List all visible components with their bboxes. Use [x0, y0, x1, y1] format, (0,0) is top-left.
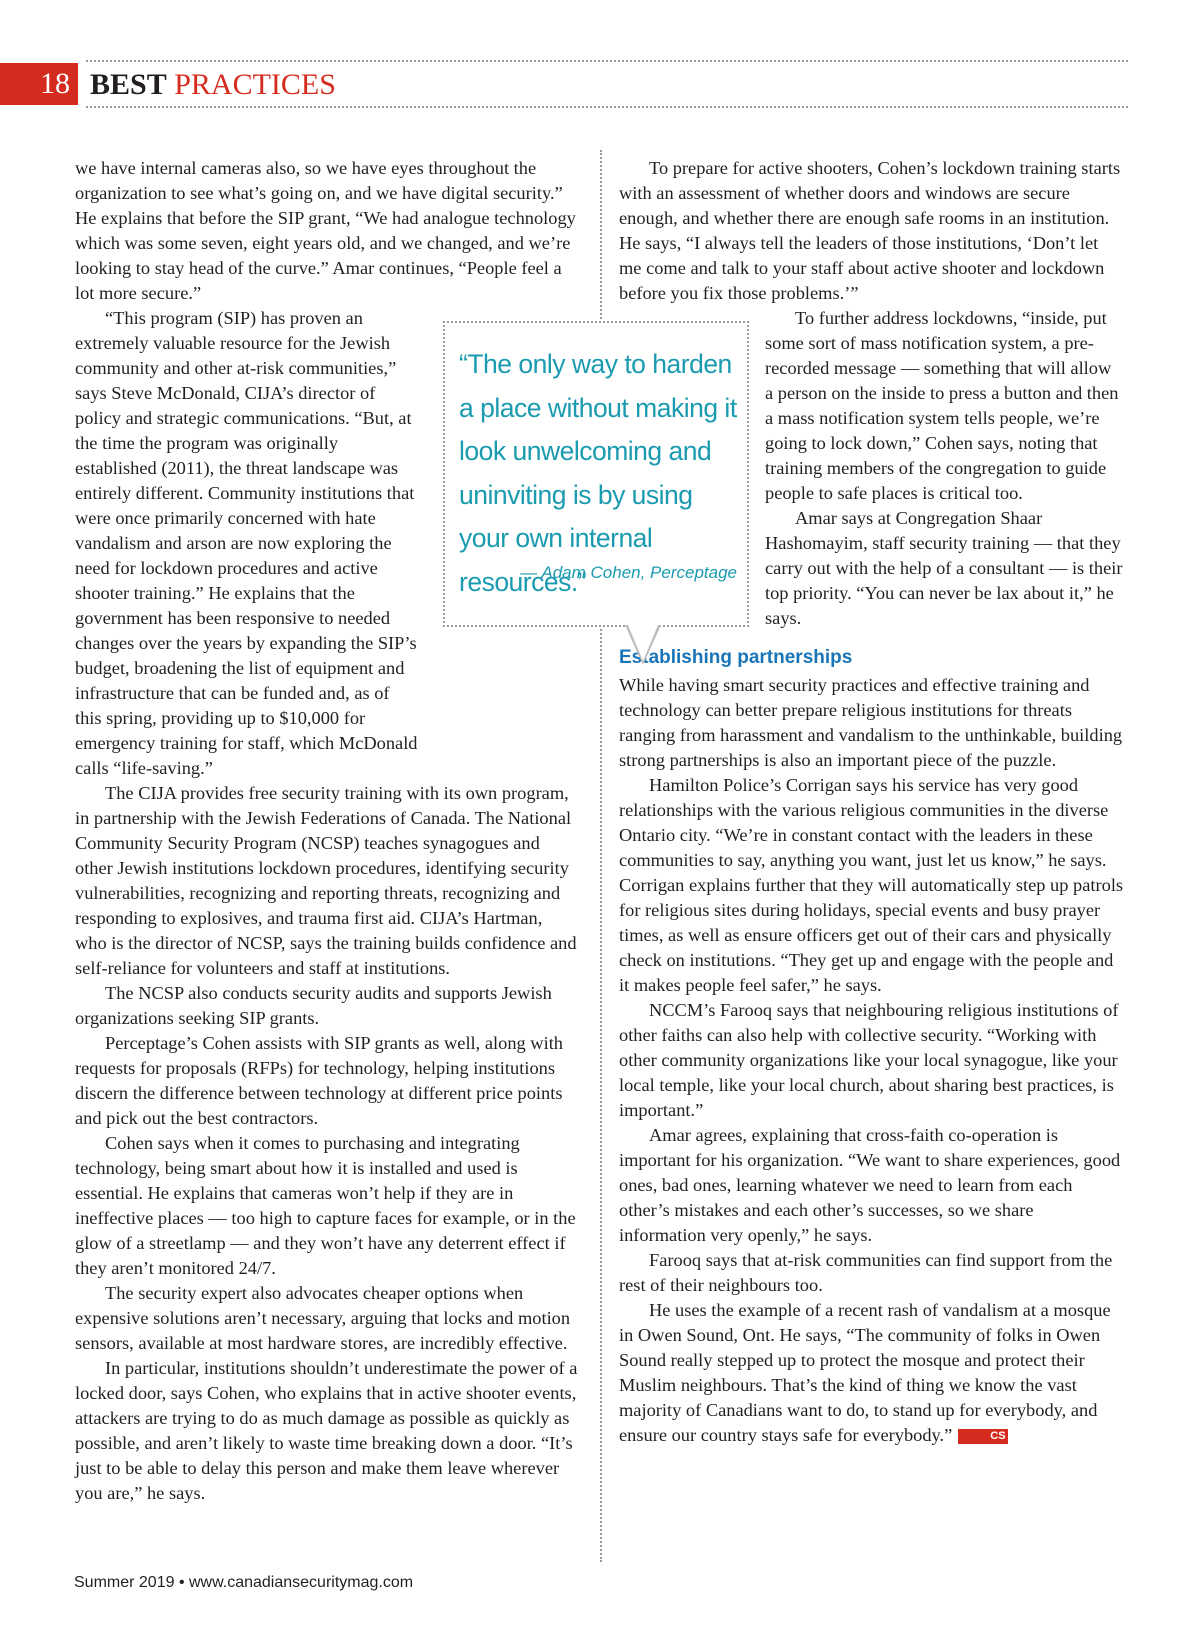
- paragraph: To prepare for active shooters, Cohen’s lockdown training starts with an assessment of whether doors and windows are secure enough, and whether there are enough safe rooms in an institution. He says, “I always tell the leaders of those institutions, ‘Don’t let me come and talk to your staff about active shooter and lockdown before you fix those problems.’”: [619, 158, 1121, 303]
- paragraph: Cohen says when it comes to purchasing and integrating technology, being smart about how it is installed and used is essential. He explains that cameras won’t help if they are in ineffective places — too high to capture faces for example, or in the glow of a streetlamp — and they won’t have any deterrent effect if they aren’t monitored 24/7.: [75, 1133, 576, 1278]
- end-mark: CS: [958, 1429, 1007, 1444]
- paragraph: The security expert also advocates cheaper options when expensive solutions aren’t necessary, arguing that locks and motion sensors, available at most hardware stores, are incredibly effective.: [75, 1283, 571, 1353]
- header-rule-bottom: [86, 106, 1128, 108]
- pullquote-text: “The only way to harden a place without making it look unwelcoming and uninviting is by using your own internal resources.”: [459, 349, 737, 597]
- paragraph: The NCSP also conducts security audits and supports Jewish organizations seeking SIP grants.: [75, 983, 552, 1028]
- paragraph: we have internal cameras also, so we have eyes throughout the organization to see what’s going on, and we have digital security.” He explains that before the SIP grant, “We had analogue technology which was some seven, eight years old, and we changed, and we’re looking to stay head of the curve.” Amar continues, “People feel a lot more secure.”: [75, 158, 576, 303]
- section-title-word2: PRACTICES: [174, 68, 336, 101]
- paragraph: In particular, institutions shouldn’t underestimate the power of a locked door, says Cohen, who explains that in active shooter events, attackers are trying to do as much damage as possible as quickly as possible, and aren’t likely to waste time breaking down a door. “It’s just to be able to delay this person and make them leave wherever you are,” he says.: [75, 1358, 578, 1503]
- subhead: Establishing partnerships: [619, 647, 853, 668]
- paragraph: The CIJA provides free security training with its own program, in partnership with the Jewish Federations of Canada. The National Community Security Program (NCSP) teaches synagogues and other Jewish institutions lockdown procedures, identifying security vulnerabilities, recognizing and reporting threats, recognizing and responding to explosives, and trauma first aid. CIJA’s Hartman, who is the director of NCSP, says the training builds confidence and self-reliance for volunteers and staff at institutions.: [75, 783, 577, 978]
- paragraph: Amar agrees, explaining that cross-faith co-operation is important for his organization. “We want to share experiences, good ones, bad ones, learning whatever we need to learn from each other’s mistakes and each other’s successes, so we share information very openly,” he says.: [619, 1125, 1121, 1245]
- pullquote-tail-inner: [628, 625, 658, 661]
- paragraph: [619, 1298, 1124, 1448]
- section-title-word1: BEST: [90, 68, 167, 101]
- paragraph: Hamilton Police’s Corrigan says his service has very good relationships with the various religious communities in the diverse Ontario city. “We’re in constant contact with the leaders in these communities to say, anything you want, just let us know,” he says. Corrigan explains further that they will automatically step up patrols for religious sites during holidays, special events and busy prayer times, as well as ensure officers get out of their cars and physically check on institutions. “They get up and engage with the people and it makes people feel safer,” he says.: [619, 775, 1124, 995]
- paragraph: Amar says at Congregation Shaar Hashomayim, staff security training — that they carry out with the help of a consultant — is their top priority. “You can never be lax about it,” he says.: [765, 508, 1123, 628]
- section-title: [90, 63, 336, 105]
- header-rule-top: [86, 60, 1128, 62]
- paragraph-text: He uses the example of a recent rash of vandalism at a mosque in Owen Sound, Ont. He says, “The community of folks in Owen Sound really stepped up to protect the mosque and protect their Muslim neighbours. That’s the kind of thing we know the vast majority of Canadians want to do, to stand up for everybody, and ensure our country stays safe for everybody.”: [619, 1300, 1111, 1445]
- pullquote-box: [443, 321, 749, 627]
- page-number: 18: [0, 63, 78, 105]
- paragraph: To further address lockdowns, “inside, put some sort of mass notification system, a pre-recorded message — something that will allow a person on the inside to press a button and then a mass notification system tells people, we’re going to lock down,” Cohen says, noting that training members of the congregation to guide people to safe places is critical too.: [765, 308, 1119, 503]
- paragraph: “This program (SIP) has proven an extremely valuable resource for the Jewish community and other at-risk communities,” says Steve McDonald, CIJA’s director of policy and strategic communications. “But, at the time the program was originally established (2011), the threat landscape was entirely different. Community institutions that were once primarily concerned with hate vandalism and arson are now exploring the need for lockdown procedures and active shooter training.” He explains that the government has been responsive to needed changes over the years by expanding the SIP’s budget, broadening the list of equipment and infrastructure that can be funded and, as of this spring, providing up to $10,000 for emergency training for staff, which McDonald calls “life-saving.”: [75, 308, 418, 778]
- pullquote-attribution: — Adam Cohen, Perceptage: [520, 563, 737, 582]
- paragraph: While having smart security practices and effective training and technology can better prepare religious institutions for threats ranging from harassment and vandalism to the unthinkable, building strong partnerships is also an important piece of the puzzle.: [619, 675, 1123, 770]
- paragraph: Perceptage’s Cohen assists with SIP grants as well, along with requests for proposals (RFPs) for technology, helping institutions discern the difference between technology at different price points and pick out the best contractors.: [75, 1033, 564, 1128]
- paragraph: NCCM’s Farooq says that neighbouring religious institutions of other faiths can also help with collective security. “Working with other community organizations like your local synagogue, like your local temple, like your local church, about sharing best practices, is important.”: [619, 1000, 1119, 1120]
- paragraph: Farooq says that at-risk communities can find support from the rest of their neighbours too.: [619, 1250, 1113, 1295]
- footer: Summer 2019 • www.canadiansecuritymag.com: [74, 1574, 414, 1591]
